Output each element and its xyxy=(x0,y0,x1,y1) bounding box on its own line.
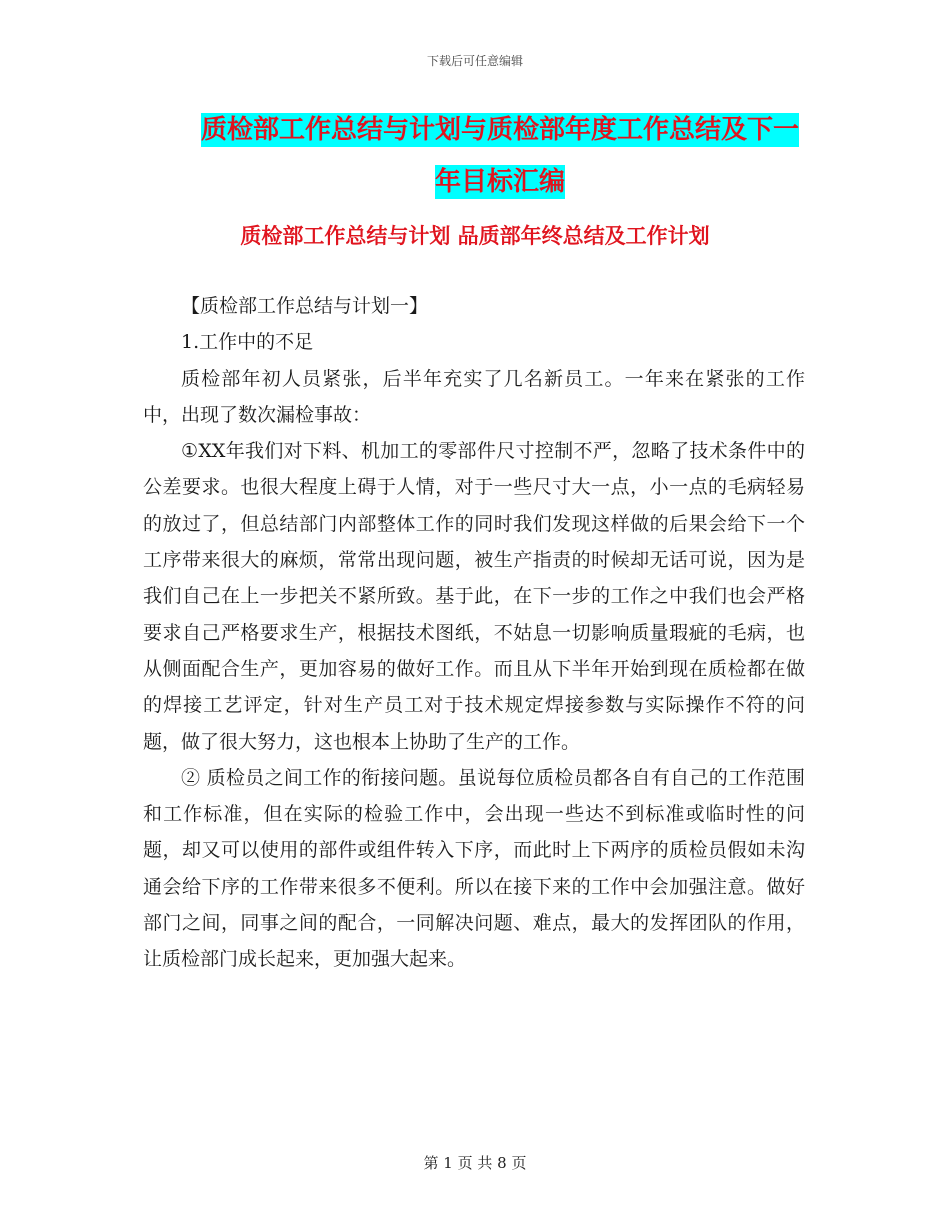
header-note: 下载后可任意编辑 xyxy=(426,54,523,68)
document-body xyxy=(143,288,805,978)
section-subtitle: 质检部工作总结与计划 品质部年终总结及工作计划 xyxy=(240,224,710,248)
document-title xyxy=(190,104,810,208)
title-line-1: 质检部工作总结与计划与质检部年度工作总结及下一 xyxy=(200,115,799,145)
page-number: 第 1 页 共 8 页 xyxy=(423,1154,527,1172)
item-heading: 1.工作中的不足 xyxy=(181,331,314,354)
paragraph: 质检部年初人员紧张，后半年充实了几名新员工。一年来在紧张的工作中，出现了数次漏检事故： xyxy=(143,367,805,426)
title-line-2: 年目标汇编 xyxy=(434,167,565,197)
paragraph: ② 质检员之间工作的衔接问题。虽说每位质检员都各自有自己的工作范围和工作标准，但在实际的检验工作中，会出现一些达不到标准或临时性的问题，却又可以使用的部件或组件转入下序，而此时上下两序的质检员假如未沟通会给下序的工作带来很多不便利。所以在接下来的工作中会加强注意。做好部门之间，同事之间的配合，一同解决问题、难点，最大的发挥团队的作用，让质检部门成长起来，更加强大起来。 xyxy=(143,766,805,971)
section-heading: 【质检部工作总结与计划一】 xyxy=(181,295,429,317)
paragraph: ①XX年我们对下料、机加工的零部件尺寸控制不严，忽略了技术条件中的公差要求。也很大程度上碍于人情，对于一些尺寸大一点，小一点的毛病轻易的放过了，但总结部门内部整体工作的同时我们发现这样做的后果会给下一个工序带来很大的麻烦，常常出现问题，被生产指责的时候却无话可说，因为是我们自己在上一步把关不紧所致。基于此，在下一步的工作之中我们也会严格要求自己严格要求生产，根据技术图纸，不姑息一切影响质量瑕疵的毛病，也从侧面配合生产，更加容易的做好工作。而且从下半年开始到现在质检都在做的焊接工艺评定，针对生产员工对于技术规定焊接参数与实际操作不符的问题，做了很大努力，这也根本上协助了生产的工作。 xyxy=(143,440,805,753)
